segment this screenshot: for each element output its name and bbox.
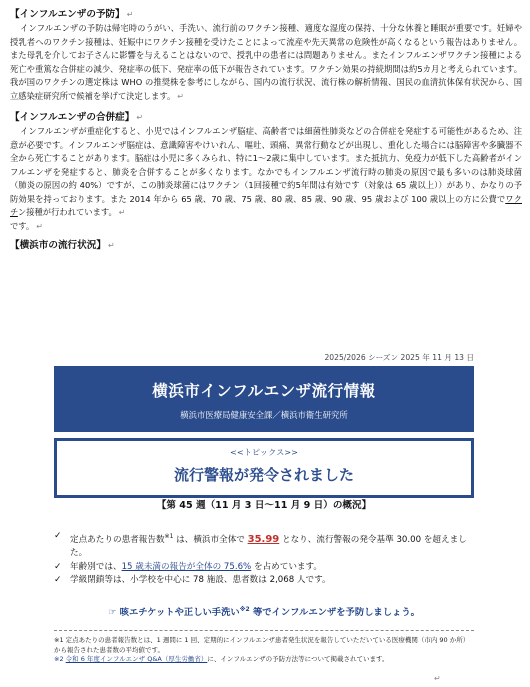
- bullet-item: ✓ 定点あたりの患者報告数$^{※1}$ は、横浜市全体で 35.99 となり、流行警報の発令基準 30.00 を超えました。: [54, 531, 467, 559]
- complications-end: です。 ↵: [10, 220, 43, 231]
- topics-label: <<トピックス>>: [230, 447, 298, 457]
- report-subtitle: 横浜市医療局健康安全課／横浜市衛生研究所: [180, 410, 348, 420]
- footnote-1: ※1 定点あたりの患者報告数とは、1 週間に 1 回、定期的にインフルエンザ患者発生状況を報告していただいている医療機関（市内 90 か所）から報告された患者数の平均値です。: [54, 636, 470, 654]
- check-icon: ✓: [54, 561, 62, 572]
- report-banner: [54, 366, 474, 432]
- week-summary-title: 【第 45 週（11 月 3 日～11 月 9 日）の概況】: [156, 500, 372, 511]
- complications-paragraph: インフルエンザが重症化すると、小児ではインフルエンザ脳症、高齢者では細菌性肺炎などの合併症を発症する可能性があるため、注意が必要です。インフルエンザ脳症は、意識障害やけいれん、嘔吐、頭痛、異常行動などが出現し、重化した場合には脳障害や多臓器不全から死亡することがあります。脳症は小児に多くみられ、特に1〜2歳に集中しています。また抵抗力、免疫力が低下した高齢者がインフルエンザを発症すると、肺炎を合併することが多くなります。なかでもインフルエンザ流行時の肺炎の原因で最も多いのは肺炎球菌（肺炎の原因の約 40%）ですが、この肺炎球菌にはワクチン（1回接種で約5年間は有効です（対象は 65 歳以上））があり、かなりの予防効果を持っております。また 2014 年から 65 歳、70 歳、75 歳、80 歳、85 歳、90 歳、95 歳および 100 歳以上の方に公費でワクチン接種が行われています。 ↵: [10, 126, 522, 217]
- prevention-heading: 【インフルエンザの予防】 ↵: [10, 9, 134, 20]
- report-title: 横浜市インフルエンザ流行情報: [152, 382, 376, 400]
- check-icon: ✓: [54, 531, 62, 541]
- bullet-item: ✓ 学級閉鎖等は、小学校を中心に 78 施設、患者数は 2,068 人です。: [54, 574, 474, 588]
- notes-divider: [54, 630, 474, 631]
- complications-heading: 【インフルエンザの合併症】 ↵: [10, 112, 144, 123]
- season-date: 2025/2026 シーズン 2025 年 11 月 13 日: [324, 353, 474, 362]
- footnotes: [54, 636, 474, 665]
- qa-link[interactable]: 令和 6 年度インフルエンザ Q&A（厚生労働省）: [65, 655, 208, 663]
- paragraph-mark: ↵: [434, 674, 441, 683]
- vaccine-link-text[interactable]: ワクチ: [10, 193, 522, 217]
- prevention-tip: ☞ 咳エチケットや正しい手洗い$^{※2}$ 等でインフルエンザを予防しましょう。: [108, 605, 420, 618]
- footnote-2: ※2 令和 6 年度インフルエンザ Q&A（厚生労働省）に、インフルエンザの予防方法等について掲載されています。: [54, 655, 389, 663]
- yokohama-heading: 【横浜市の流行状況】 ↵: [10, 240, 115, 251]
- document-body: [10, 8, 522, 253]
- check-icon: ✓: [54, 575, 62, 586]
- prevention-paragraph: インフルエンザの予防は帰宅時のうがい、手洗い、流行前のワクチン接種、適度な湿度の保持、十分な休養と睡眠が重要です。妊婦や授乳者へのワクチン接種は、妊娠中にワクチン接種を受けたことによって流産や先天異常の危険性が高くなるという報告はありません。また母乳を介してお子さんに影響を与えることはないので、授乳中の患者には問題ありません。またインフルエンザワクチン接種による死亡や重篤な合併症の減少、発症率の低下、発症率の低下が報告されています。ワクチン効果の持続期間は約5カ月と考えられています。我が国のワクチンの選定株は WHO の推奨株を参考にしながら、国内の流行状況、流行株の解析情報、国民の血清抗体保有状況から、国立感染症研究所で候補を挙げて決定します。 ↵: [10, 23, 522, 101]
- topics-headline: 流行警報が発令されました: [173, 466, 354, 484]
- summary-bullets: [54, 530, 474, 588]
- bullet-item: ✓ 年齢別では、15 歳未満の報告が全体の 75.6% を占めています。: [54, 561, 474, 575]
- pointing-hand-icon: ☞: [108, 607, 117, 618]
- topics-box: [54, 438, 474, 498]
- patient-report-value: 35.99: [247, 533, 280, 545]
